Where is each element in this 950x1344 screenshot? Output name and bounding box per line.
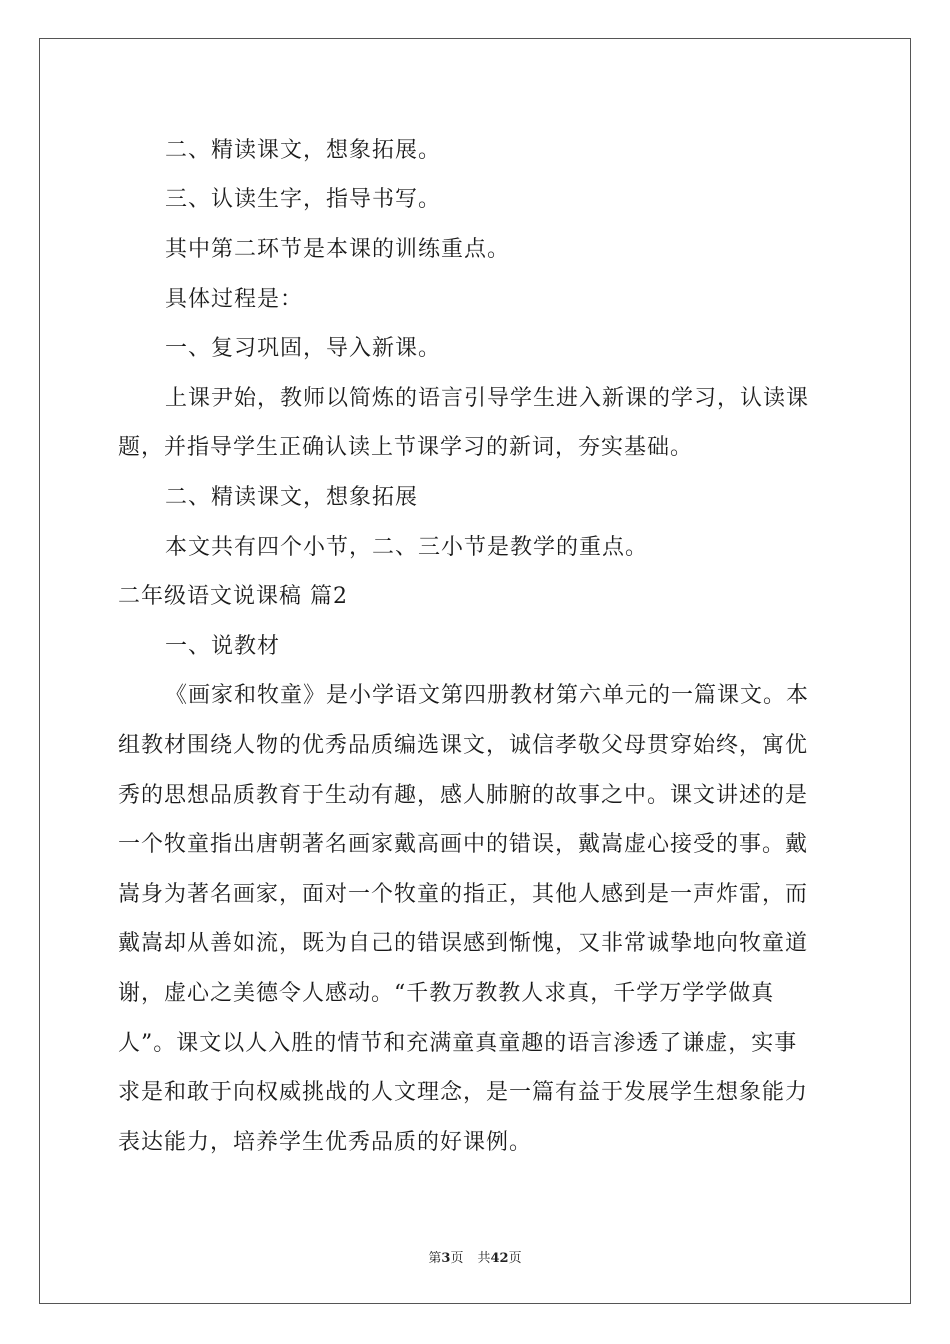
text-line: 本文共有四个小节，二、三小节是教学的重点。	[165, 535, 649, 560]
page-frame	[39, 38, 911, 1304]
text-line: 人”。课文以人入胜的情节和充满童真童趣的语言渗透了谦虚，实事	[118, 1031, 798, 1056]
text-line: 一、复习巩固，导入新课。	[165, 336, 442, 361]
text-line: 组教材围绕人物的优秀品质编选课文，诚信孝敬父母贯穿始终，寓优	[118, 733, 809, 758]
total-pages-number: 42	[490, 1251, 509, 1266]
text-line: 具体过程是：	[165, 287, 304, 312]
page-suffix: 页	[450, 1251, 464, 1266]
text-line: 三、认读生字，指导书写。	[165, 187, 442, 212]
text-line: 秀的思想品质教育于生动有趣，感人肺腑的故事之中。课文讲述的是	[118, 783, 809, 808]
text-line: 二、精读课文，想象拓展。	[165, 138, 442, 163]
text-line: 嵩身为著名画家，面对一个牧童的指正，其他人感到是一声炸雷，而	[118, 882, 809, 907]
total-prefix: 共	[477, 1251, 491, 1266]
section-heading: 二年级语文说课稿 篇2	[118, 584, 348, 609]
text-line: 表达能力，培养学生优秀品质的好课例。	[118, 1130, 533, 1155]
text-line: 戴嵩却从善如流，既为自己的错误感到惭愧，又非常诚挚地向牧童道	[118, 931, 809, 956]
text-line: 谢，虚心之美德令人感动。“千教万教教人求真，千学万学学做真	[118, 981, 775, 1006]
text-line: 上课尹始，教师以简炼的语言引导学生进入新课的学习，认读课	[165, 386, 810, 411]
text-line: 一、说教材	[165, 634, 281, 659]
page-footer	[0, 1247, 950, 1266]
text-line: 一个牧童指出唐朝著名画家戴高画中的错误，戴嵩虚心接受的事。戴	[118, 832, 809, 857]
text-line: 其中第二环节是本课的训练重点。	[165, 237, 511, 262]
text-line: 求是和敢于向权威挑战的人文理念，是一篇有益于发展学生想象能力	[118, 1080, 809, 1105]
text-line: 题，并指导学生正确认读上节课学习的新词，夯实基础。	[118, 435, 694, 460]
current-page-number: 3	[441, 1251, 451, 1266]
text-line: 二、精读课文，想象拓展	[165, 485, 419, 510]
text-line: 《画家和牧童》是小学语文第四册教材第六单元的一篇课文。本	[165, 683, 810, 708]
total-suffix: 页	[508, 1251, 522, 1266]
page-prefix: 第	[428, 1251, 442, 1266]
